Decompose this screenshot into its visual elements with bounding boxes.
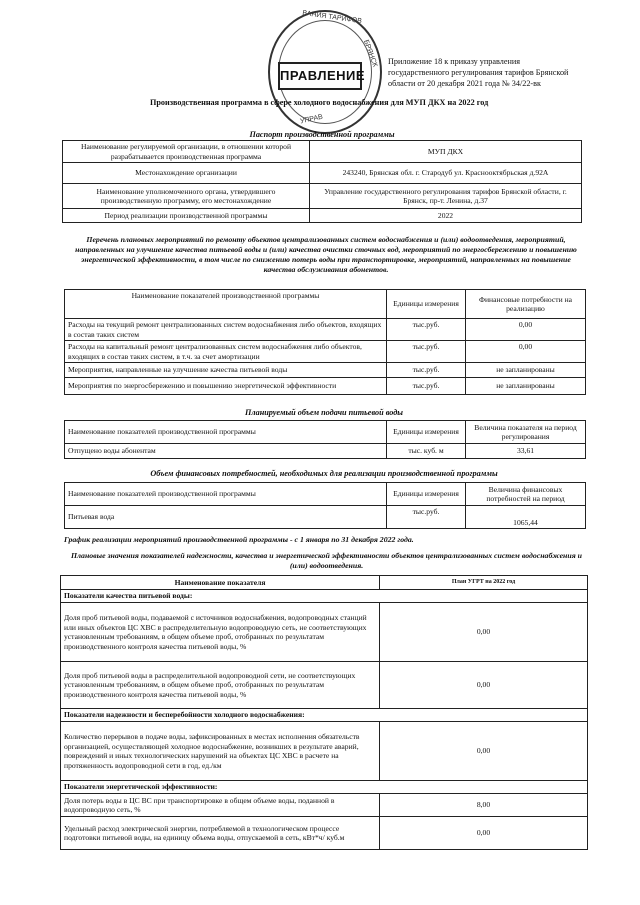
passport-label: Наименование регулируемой организации, в отношении которой разрабатывается производственная программа: [63, 141, 310, 163]
table-row: [63, 184, 582, 209]
measures-col-finance: Финансовые потребности на реализацию: [466, 290, 586, 319]
table-row: [65, 506, 586, 529]
indicator-value: 0,00: [380, 603, 588, 662]
indicator-value: 0,00: [380, 662, 588, 709]
table-row: [65, 319, 586, 341]
volume-col-name: Наименование показателей производственной программы: [65, 421, 387, 444]
passport-heading: Паспорт производственной программы: [249, 130, 395, 139]
table-row: [61, 794, 588, 817]
indicator-value: 8,00: [380, 794, 588, 817]
measure-name: Мероприятия, направленные на улучшение качества питьевой воды: [65, 363, 387, 378]
finance-col-unit: Единицы измерения: [387, 483, 466, 506]
finance-heading: Объем финансовых потребностей, необходимых для реализации производственной программы: [150, 469, 498, 478]
header-line-1: Приложение 18 к приказу управления: [388, 57, 521, 66]
finance-row-value: 1065,44: [466, 506, 586, 529]
volume-row-name: Отпущено воды абонентам: [65, 444, 387, 459]
stamp-arc-right: БРЯНСК: [362, 38, 379, 69]
indicator-name: Доля проб питьевой воды, подаваемой с источников водоснабжения, водопроводных станций или иных объектов ЦС ХВС в распределительную водопроводную сеть, не соответствующих установленным требованиям, в общем объеме проб, отобранных по результатам производственного контроля качества питьевой воды, %: [61, 603, 380, 662]
table-row: [65, 421, 586, 444]
measure-value: 0,00: [466, 319, 586, 341]
document-title: Производственная программа в сфере холодного водоснабжения для МУП ДКХ на 2022 год: [150, 98, 489, 107]
passport-value: 2022: [310, 209, 582, 223]
volume-col-value: Величина показателя на период регулирования: [466, 421, 586, 444]
passport-label: Наименование уполномоченного органа, утвердившего производственную программу, его местонахождение: [63, 184, 310, 209]
group-reliability: Показатели надежности и бесперебойности холодного водоснабжения:: [61, 709, 588, 722]
indicators-heading: Плановые значения показателей надежности, качества и энергетической эффективности объектов централизованных систем водоснабжения и (или) водоотведения.: [70, 551, 582, 570]
measure-name: Мероприятия по энергосбережению и повышению энергетической эффективности: [65, 378, 387, 395]
measure-name: Расходы на капитальный ремонт централизованных систем водоснабжения либо объектов, входящих в состав таких систем, в т.ч. за счет амортизации: [65, 341, 387, 363]
table-row: [65, 341, 586, 363]
measures-col-name: Наименование показателей производственной программы: [65, 290, 387, 319]
indicator-name: Доля потерь воды в ЦС ВС при транспортировке в общем объеме воды, поданной в водопроводную сеть, %: [61, 794, 380, 817]
measure-name: Расходы на текущий ремонт централизованных систем водоснабжения либо объектов, входящих в состав таких систем: [65, 319, 387, 341]
table-row: [63, 141, 582, 163]
table-row: [61, 576, 588, 590]
measure-unit: тыс.руб.: [387, 341, 466, 363]
indicators-table: [60, 575, 588, 850]
document-header: [388, 56, 618, 89]
stamp-box-text: ПРАВЛЕНИЕ: [278, 62, 362, 90]
passport-value: Управление государственного регулирования тарифов Брянской области, г. Брянск, пр-т. Ленина, д.37: [310, 184, 582, 209]
passport-label: Период реализации производственной программы: [63, 209, 310, 223]
volume-heading: Планируемый объем подачи питьевой воды: [245, 408, 403, 417]
indicators-col-plan: План УГРТ на 2022 год: [380, 576, 588, 590]
volume-row-value: 33,61: [466, 444, 586, 459]
indicator-name: Количество перерывов в подаче воды, зафиксированных в местах исполнения обязательств организацией, осуществляющей холодное водоснабжение, возникших в результате аварий, повреждений и иных технологических нарушений на объектах ЦС ХВС в расчете на протяженность водопроводной сети в год, ед./км: [61, 722, 380, 781]
stamp-arc-top: ВАНИЯ ТАРИФОВ: [301, 9, 363, 26]
finance-row-name: Питьевая вода: [65, 506, 387, 529]
finance-col-name: Наименование показателей производственной программы: [65, 483, 387, 506]
measures-col-unit: Единицы измерения: [387, 290, 466, 319]
measure-unit: тыс.руб.: [387, 319, 466, 341]
passport-label: Местонахождение организации: [63, 163, 310, 184]
table-row: [61, 590, 588, 603]
indicator-value: 0,00: [380, 722, 588, 781]
stamp-arc-bottom: УПРАВ: [299, 113, 324, 126]
finance-table: [64, 482, 586, 529]
schedule-text: График реализации мероприятий производственной программы - с 1 января по 31 декабря 2022 года.: [64, 535, 414, 544]
header-line-3: области от 20 декабря 2021 года № 34/22-вк: [388, 79, 541, 88]
volume-row-unit: тыс. куб. м: [387, 444, 466, 459]
indicator-name: Удельный расход электрической энергии, потребляемой в технологическом процессе подготовки питьевой воды, на единицу объема воды, отпускаемой в сеть, кВт*ч/ куб.м: [61, 817, 380, 850]
volume-col-unit: Единицы измерения: [387, 421, 466, 444]
measure-unit: тыс.руб.: [387, 378, 466, 395]
passport-table: [62, 140, 582, 223]
volume-table: [64, 420, 586, 459]
indicator-name: Доля проб питьевой воды в распределительной водопроводной сети, не соответствующих установленным требованиям, в общем объеме проб, отобранных по результатам производственного контроля качества питьевой воды, %: [61, 662, 380, 709]
table-row: [65, 290, 586, 319]
group-energy: Показатели энергетической эффективности:: [61, 781, 588, 794]
table-row: [63, 163, 582, 184]
passport-value: 243240, Брянская обл. г. Стародуб ул. Краснооктябрьская д.92А: [310, 163, 582, 184]
indicator-value: 0,00: [380, 817, 588, 850]
finance-col-value: Величина финансовых потребностей на период: [466, 483, 586, 506]
measures-table: [64, 289, 586, 395]
measure-unit: тыс.руб.: [387, 363, 466, 378]
measures-heading: Перечень плановых мероприятий по ремонту объектов централизованных систем водоснабжения и (или) водоотведения, мероприятий, направленных на улучшение качества питьевой воды и (или) качества очистки сточных вод, мероприятий по энергосбережению и повышению энергетической эффективности, в том числе по снижению потерь воды при транспортировке, мероприятий, направленных на повышение качества обслуживания абонентов.: [75, 235, 577, 274]
indicators-col-name: Наименование показателя: [61, 576, 380, 590]
table-row: [61, 722, 588, 781]
measure-value: не запланированы: [466, 378, 586, 395]
header-line-2: государственного регулирования тарифов Брянской: [388, 68, 569, 77]
finance-row-unit: тыс.руб.: [387, 506, 466, 529]
table-row: [61, 817, 588, 850]
passport-value: МУП ДКХ: [310, 141, 582, 163]
table-row: [61, 781, 588, 794]
table-row: [63, 209, 582, 223]
table-row: [61, 662, 588, 709]
table-row: [61, 709, 588, 722]
table-row: [61, 603, 588, 662]
table-row: [65, 483, 586, 506]
group-quality: Показатели качества питьевой воды:: [61, 590, 588, 603]
table-row: [65, 363, 586, 378]
measure-value: не запланированы: [466, 363, 586, 378]
table-row: [65, 378, 586, 395]
measure-value: 0,00: [466, 341, 586, 363]
table-row: [65, 444, 586, 459]
